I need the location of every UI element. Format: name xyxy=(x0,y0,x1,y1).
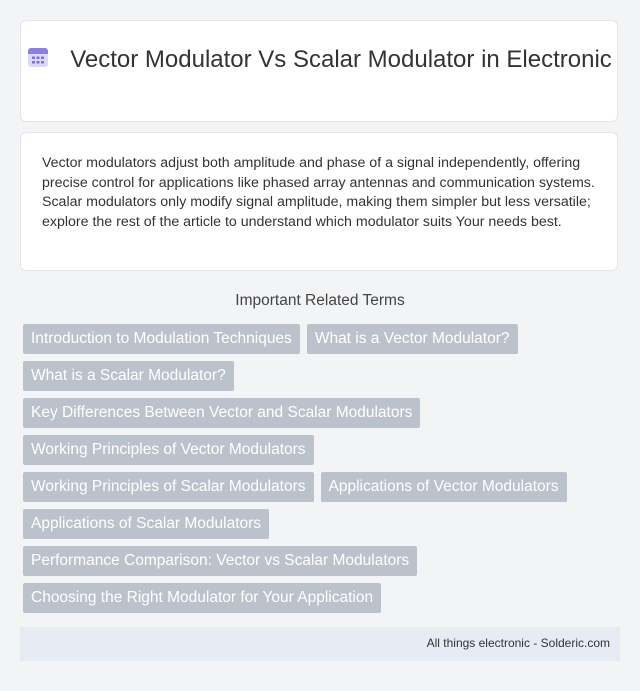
term-tag[interactable]: What is a Vector Modulator? xyxy=(307,324,518,354)
tag-row xyxy=(23,472,623,502)
related-terms-list xyxy=(23,324,623,620)
related-terms-heading: Important Related Terms xyxy=(235,292,405,309)
term-tag[interactable]: Key Differences Between Vector and Scalar Modulators xyxy=(23,398,420,428)
intro-paragraph: Vector modulators adjust both amplitude and phase of a signal independently, offering precise control for applications like phased array antennas and communication systems. Scalar modulators only modify signal amplitude, making them simpler but less versatile; explore the rest of the article to understand which modulator suits Your needs best. xyxy=(42,155,595,230)
term-tag[interactable]: Applications of Scalar Modulators xyxy=(23,509,269,539)
tag-row xyxy=(23,324,623,354)
tag-row xyxy=(23,583,623,613)
term-tag[interactable]: Applications of Vector Modulators xyxy=(321,472,567,502)
term-tag[interactable]: Introduction to Modulation Techniques xyxy=(23,324,300,354)
term-tag[interactable]: Choosing the Right Modulator for Your Application xyxy=(23,583,381,613)
tag-row xyxy=(23,435,623,465)
intro-card xyxy=(20,132,618,271)
tag-row xyxy=(23,509,623,539)
term-tag[interactable]: Working Principles of Vector Modulators xyxy=(23,435,314,465)
calendar-grid-icon xyxy=(26,45,50,69)
page-title-wrap xyxy=(21,45,617,74)
term-tag[interactable]: Performance Comparison: Vector vs Scalar Modulators xyxy=(23,546,417,576)
footer-bar xyxy=(20,627,620,661)
term-tag[interactable]: Working Principles of Scalar Modulators xyxy=(23,472,314,502)
footer-credit: All things electronic - Solderic.com xyxy=(426,636,610,650)
title-card xyxy=(20,20,618,122)
tag-row xyxy=(23,361,623,391)
tag-row xyxy=(23,546,623,576)
term-tag[interactable]: What is a Scalar Modulator? xyxy=(23,361,234,391)
page-title: Vector Modulator Vs Scalar Modulator in Electronic xyxy=(70,46,612,73)
tag-row xyxy=(23,398,623,428)
